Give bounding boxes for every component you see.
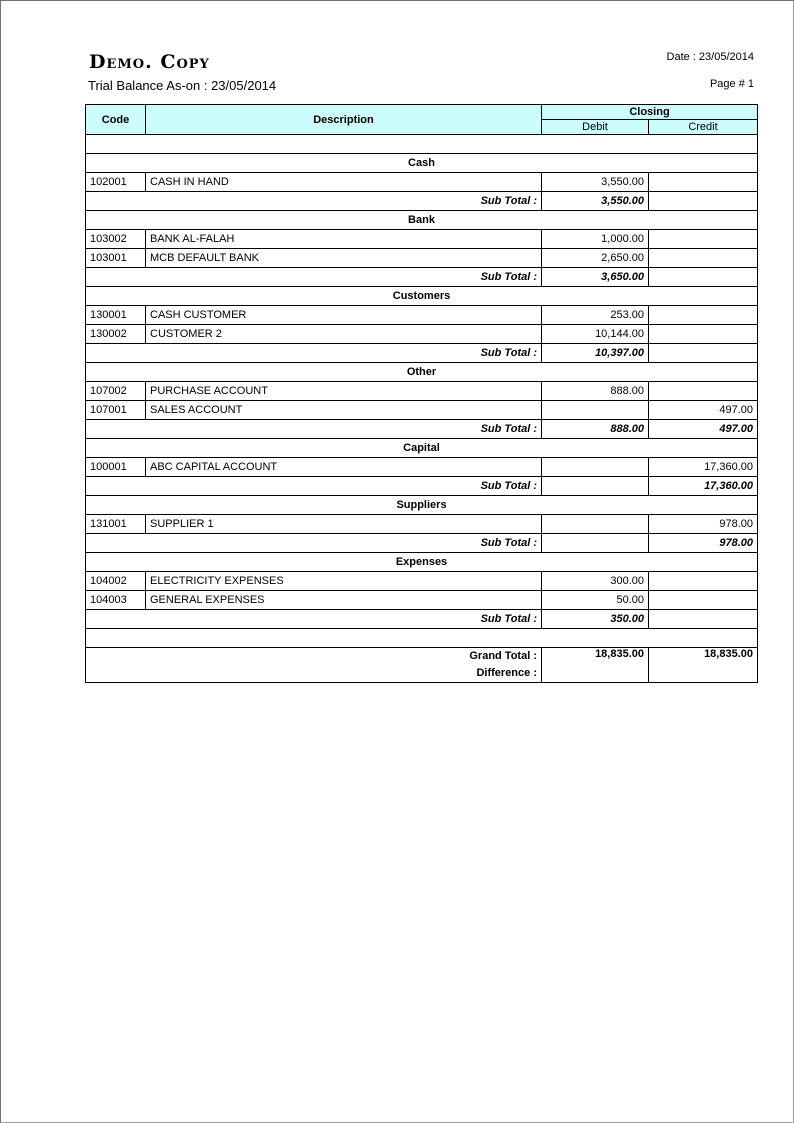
table-row xyxy=(86,382,758,401)
credit-amount xyxy=(649,325,758,344)
grand-total-label: Grand Total : xyxy=(469,650,537,662)
table-row xyxy=(86,401,758,420)
sub-total-credit: 497.00 xyxy=(649,420,758,439)
account-code: 100001 xyxy=(86,458,146,477)
sub-total-label: Sub Total : xyxy=(86,420,542,439)
difference-label: Difference : xyxy=(476,667,537,679)
account-description: SUPPLIER 1 xyxy=(146,515,542,534)
column-header-code: Code xyxy=(86,105,146,135)
account-description: BANK AL-FALAH xyxy=(146,230,542,249)
account-description: CASH IN HAND xyxy=(146,173,542,192)
sub-total-credit xyxy=(649,192,758,211)
group-name: Cash xyxy=(86,154,758,173)
table-row xyxy=(86,458,758,477)
account-description: CASH CUSTOMER xyxy=(146,306,542,325)
sub-total-debit xyxy=(542,477,649,496)
credit-amount xyxy=(649,230,758,249)
column-header-closing: Closing xyxy=(542,105,758,120)
group-name: Capital xyxy=(86,439,758,458)
sub-total-row xyxy=(86,477,758,496)
credit-amount xyxy=(649,306,758,325)
debit-amount: 2,650.00 xyxy=(542,249,649,268)
credit-amount: 497.00 xyxy=(649,401,758,420)
sub-total-debit: 350.00 xyxy=(542,610,649,629)
table-row xyxy=(86,572,758,591)
credit-amount xyxy=(649,173,758,192)
column-header-description: Description xyxy=(146,105,542,135)
sub-total-row xyxy=(86,610,758,629)
group-name: Customers xyxy=(86,287,758,306)
account-code: 130002 xyxy=(86,325,146,344)
account-description: SALES ACCOUNT xyxy=(146,401,542,420)
table-row xyxy=(86,249,758,268)
debit-amount: 1,000.00 xyxy=(542,230,649,249)
debit-amount xyxy=(542,458,649,477)
account-code: 107001 xyxy=(86,401,146,420)
group-name: Suppliers xyxy=(86,496,758,515)
group-header-row xyxy=(86,287,758,306)
group-header-row xyxy=(86,439,758,458)
sub-total-label: Sub Total : xyxy=(86,268,542,287)
grand-total-labels xyxy=(86,648,542,683)
sub-total-label: Sub Total : xyxy=(86,192,542,211)
sub-total-row xyxy=(86,192,758,211)
sub-total-debit: 3,550.00 xyxy=(542,192,649,211)
sub-total-label: Sub Total : xyxy=(86,610,542,629)
account-code: 104003 xyxy=(86,591,146,610)
report-date: Date : 23/05/2014 xyxy=(666,51,754,63)
account-code: 103002 xyxy=(86,230,146,249)
account-code: 107002 xyxy=(86,382,146,401)
table-row xyxy=(86,230,758,249)
sub-total-row xyxy=(86,534,758,553)
debit-amount: 253.00 xyxy=(542,306,649,325)
column-header-debit: Debit xyxy=(542,120,649,135)
group-header-row xyxy=(86,553,758,572)
credit-amount xyxy=(649,572,758,591)
sub-total-debit: 3,650.00 xyxy=(542,268,649,287)
account-description: ELECTRICITY EXPENSES xyxy=(146,572,542,591)
credit-amount xyxy=(649,591,758,610)
group-name: Expenses xyxy=(86,553,758,572)
account-code: 130001 xyxy=(86,306,146,325)
grand-total-debit: 18,835.00 xyxy=(542,648,649,683)
sub-total-credit: 978.00 xyxy=(649,534,758,553)
debit-amount: 10,144.00 xyxy=(542,325,649,344)
account-code: 103001 xyxy=(86,249,146,268)
sub-total-row xyxy=(86,268,758,287)
trial-balance-table xyxy=(85,104,758,683)
table-row xyxy=(86,325,758,344)
company-name: Demo. Copy xyxy=(89,51,210,73)
sub-total-credit xyxy=(649,268,758,287)
table-row xyxy=(86,515,758,534)
table-row xyxy=(86,306,758,325)
table-body xyxy=(86,135,758,629)
account-description: GENERAL EXPENSES xyxy=(146,591,542,610)
group-name: Other xyxy=(86,363,758,382)
debit-amount: 3,550.00 xyxy=(542,173,649,192)
credit-amount xyxy=(649,249,758,268)
debit-amount: 50.00 xyxy=(542,591,649,610)
grand-total-credit: 18,835.00 xyxy=(649,648,758,683)
sub-total-label: Sub Total : xyxy=(86,534,542,553)
sub-total-debit: 888.00 xyxy=(542,420,649,439)
sub-total-row xyxy=(86,344,758,363)
account-code: 131001 xyxy=(86,515,146,534)
sub-total-debit xyxy=(542,534,649,553)
credit-amount: 17,360.00 xyxy=(649,458,758,477)
sub-total-label: Sub Total : xyxy=(86,344,542,363)
report-title: Trial Balance As-on : 23/05/2014 xyxy=(88,78,277,93)
sub-total-label: Sub Total : xyxy=(86,477,542,496)
credit-amount xyxy=(649,382,758,401)
table-row xyxy=(86,173,758,192)
debit-amount: 300.00 xyxy=(542,572,649,591)
page-number: Page # 1 xyxy=(709,78,754,90)
table-row xyxy=(86,591,758,610)
credit-amount: 978.00 xyxy=(649,515,758,534)
group-header-row xyxy=(86,154,758,173)
debit-amount xyxy=(542,401,649,420)
account-description: MCB DEFAULT BANK xyxy=(146,249,542,268)
sub-total-debit: 10,397.00 xyxy=(542,344,649,363)
group-header-row xyxy=(86,496,758,515)
account-code: 102001 xyxy=(86,173,146,192)
sub-total-credit xyxy=(649,344,758,363)
account-description: PURCHASE ACCOUNT xyxy=(146,382,542,401)
sub-total-row xyxy=(86,420,758,439)
sub-total-credit xyxy=(649,610,758,629)
group-header-row xyxy=(86,363,758,382)
account-code: 104002 xyxy=(86,572,146,591)
account-description: CUSTOMER 2 xyxy=(146,325,542,344)
group-header-row xyxy=(86,211,758,230)
debit-amount xyxy=(542,515,649,534)
grand-total-row xyxy=(86,648,758,683)
debit-amount: 888.00 xyxy=(542,382,649,401)
sub-total-credit: 17,360.00 xyxy=(649,477,758,496)
account-description: ABC CAPITAL ACCOUNT xyxy=(146,458,542,477)
column-header-credit: Credit xyxy=(649,120,758,135)
group-name: Bank xyxy=(86,211,758,230)
